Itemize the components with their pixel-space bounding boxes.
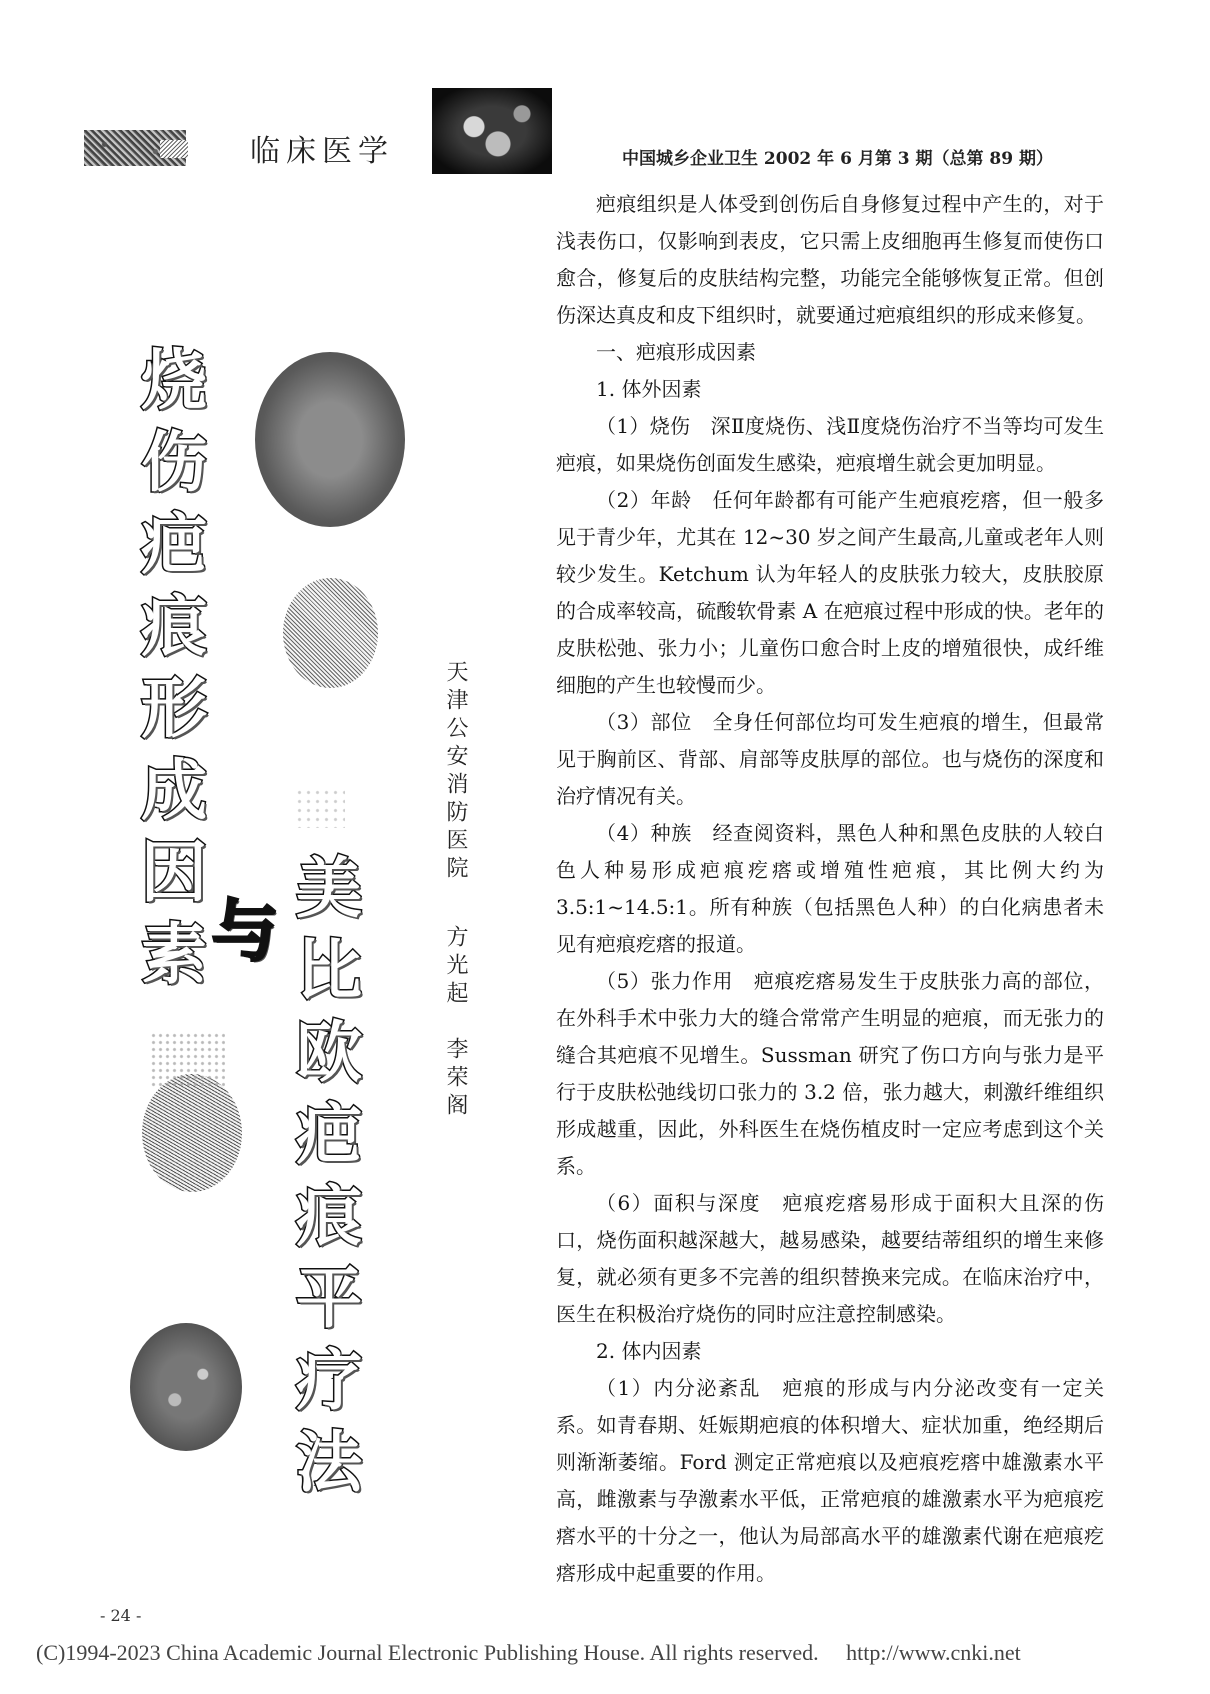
title-char: 因 [141, 834, 207, 911]
body-paragraph: （5）张力作用 疤痕疙瘩易发生于皮肤张力高的部位，在外科手术中张力大的缝合常常产生明显的疤痕，而无张力的缝合其疤痕不见增生。Sussman 研究了伤口方向与张力是平行于皮肤松弛线切口张力的 3.2 倍，张力越大，刺激纤维组织形成越重，因此，外科医生在烧伤植皮时一定应考虑到这个关系。 [556, 969, 1104, 1178]
subsection-heading: 2. 体内因素 [596, 1339, 702, 1363]
title-char: 比 [296, 932, 362, 1009]
section-heading: 一、疤痕形成因素 [596, 340, 756, 364]
body-paragraph: （1）内分泌紊乱 疤痕的形成与内分泌改变有一定关系。如青春期、妊娠期疤痕的体积增大、症状加重，绝经期后则渐渐萎缩。Ford 测定正常疤痕以及疤痕疙瘩中雄激素水平高，雌激素与孕激素水平低，正常疤痕的雄激素水平为疤痕疙瘩水平的十分之一，他认为局部高水平的雄激素代谢在疤痕疙瘩形成中起重要的作用。 [556, 1376, 1104, 1585]
body-paragraph: （6）面积与深度 疤痕疙瘩易形成于面积大且深的伤口，烧伤面积越深越大，越易感染，越要结蒂组织的增生来修复，就必须有更多不完善的组织替换来完成。在临床治疗中，医生在积极治疗烧伤的同时应注意控制感染。 [556, 1191, 1104, 1326]
title-char: 伤 [141, 424, 207, 501]
body-paragraph: 疤痕组织是人体受到创伤后自身修复过程中产生的，对于浅表伤口，仅影响到表皮，它只需上皮细胞再生修复而使伤口愈合，修复后的皮肤结构完整，功能完全能够恢复正常。但创伤深达真皮和皮下组织时，就要通过疤痕组织的形成来修复。 [556, 192, 1104, 327]
title-char: 欧 [296, 1014, 362, 1091]
page-number: - 24 - [100, 1606, 142, 1625]
title-char: 疤 [296, 1096, 362, 1173]
article-title-part1 [130, 340, 218, 996]
title-char: 法 [296, 1424, 362, 1501]
body-paragraph: （2）年龄 任何年龄都有可能产生疤痕疙瘩，但一般多见于青少年，尤其在 12~30 岁之间产生最高,儿童或老年人则较少发生。Ketchum 认为年轻人的皮肤张力较大，皮肤胶原的合成率较高，硫酸软骨素 A 在疤痕过程中形成的快。老年的皮肤松弛、张力小；儿童伤口愈合时上皮的增殖很快，成纤维细胞的产生也较慢而少。 [556, 488, 1104, 697]
decorative-speckle-1 [150, 1032, 225, 1087]
title-char: 素 [141, 916, 207, 993]
decorative-oval-2 [283, 578, 378, 688]
title-char: 疗 [296, 1342, 362, 1419]
header-texture-decoration-small [160, 140, 188, 158]
title-char: 成 [141, 752, 207, 829]
title-char: 平 [296, 1260, 362, 1337]
title-char: 疤 [141, 506, 207, 583]
author-affiliation: 天津公安消防医院 [443, 660, 468, 884]
decorative-speckle-2 [295, 788, 345, 828]
copyright-notice: (C)1994-2023 China Academic Journal Electronic Publishing House. All rights reserved. http://www.cnki.net [36, 1640, 1021, 1665]
title-char: 形 [141, 670, 207, 747]
header-photo-image [432, 88, 552, 174]
subsection-heading: 1. 体外因素 [596, 377, 702, 401]
decorative-oval-1 [255, 352, 405, 527]
section-label: 临床医学 [250, 134, 394, 169]
decorative-oval-4 [130, 1323, 242, 1451]
title-char: 烧 [141, 342, 207, 419]
title-char: 痕 [296, 1178, 362, 1255]
author-names: 方光起 李荣阁 [443, 925, 468, 1121]
title-connector: 与 [212, 893, 278, 970]
body-paragraph: （3）部位 全身任何部位均可发生疤痕的增生，但最常见于胸前区、背部、肩部等皮肤厚的部位。也与烧伤的深度和治疗情况有关。 [556, 710, 1104, 808]
decorative-oval-3 [142, 1074, 242, 1192]
body-paragraph: （4）种族 经查阅资料，黑色人种和黑色皮肤的人较白色人种易形成疤痕疙瘩或增殖性疤痕，其比例大约为 3.5:1~14.5:1。所有种族（包括黑色人种）的白化病患者未见有疤痕疙瘩的报道。 [556, 821, 1104, 956]
journal-citation: 中国城乡企业卫生 2002 年 6 月第 3 期（总第 89 期） [622, 149, 1053, 169]
title-char: 痕 [141, 588, 207, 665]
article-title-part2 [285, 848, 373, 1504]
body-paragraph: （1）烧伤 深Ⅱ度烧伤、浅Ⅱ度烧伤治疗不当等均可发生疤痕，如果烧伤创面发生感染，疤痕增生就会更加明显。 [556, 414, 1104, 475]
title-char: 美 [296, 850, 362, 927]
article-body [556, 186, 1104, 1592]
